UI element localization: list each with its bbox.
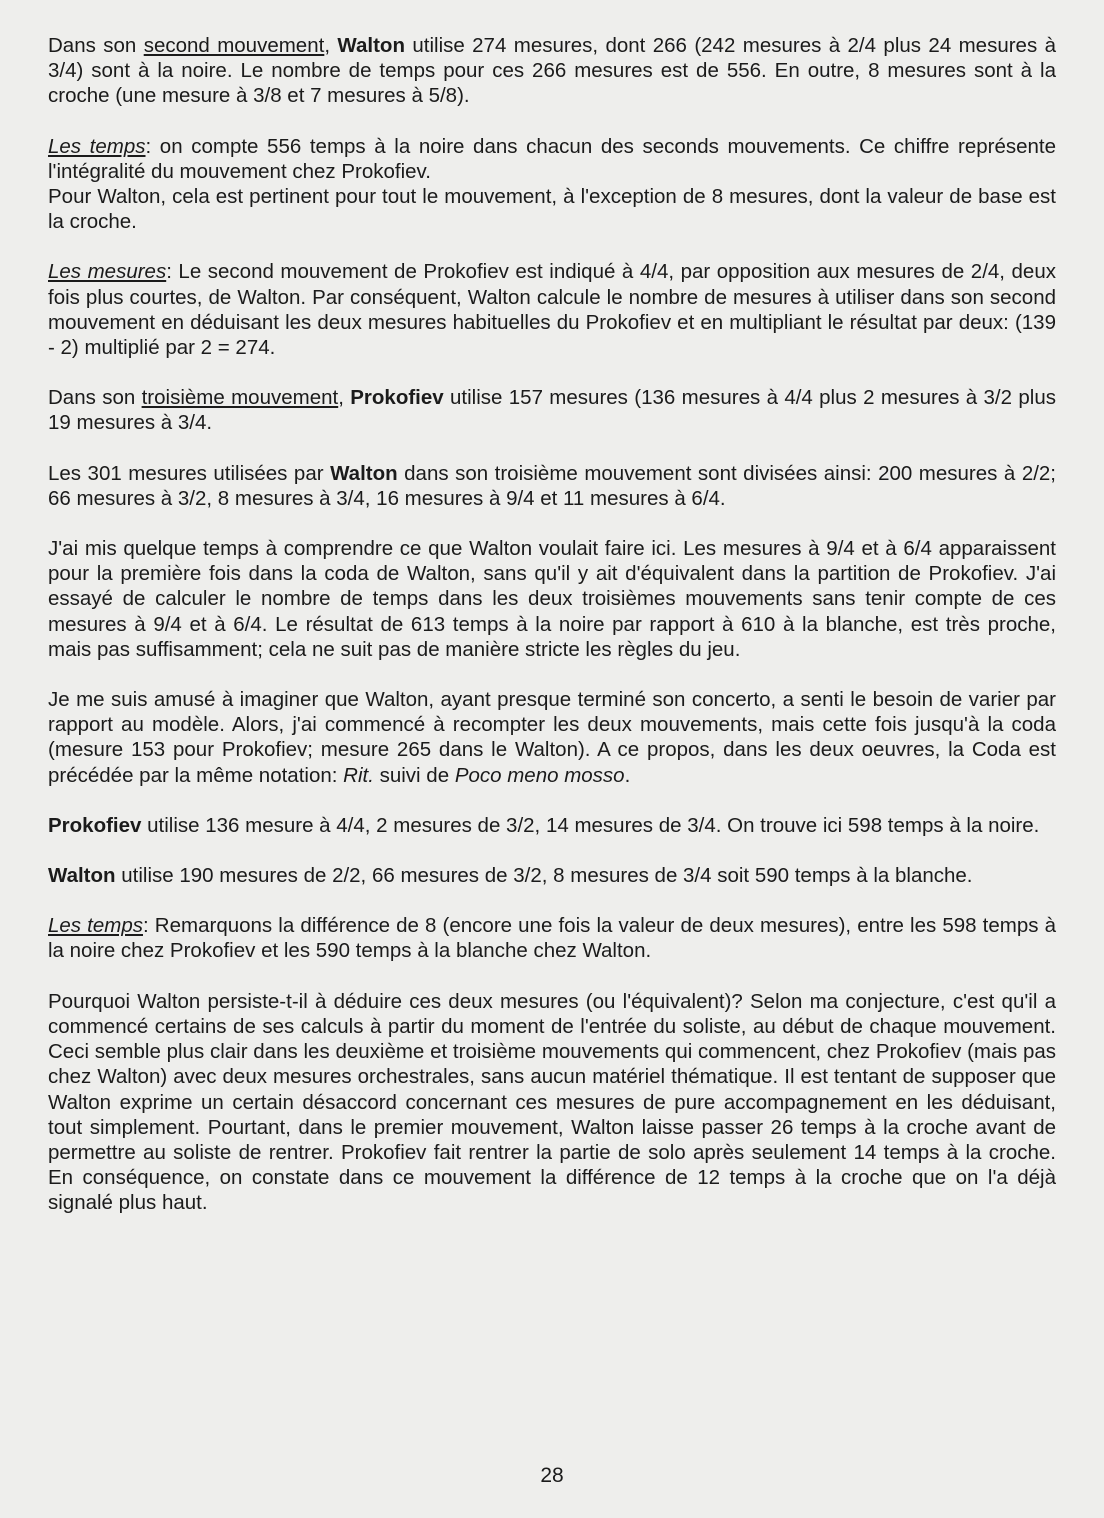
underlined-heading: second mouvement [143, 34, 325, 57]
composer-name: Prokofiev [350, 386, 444, 410]
section-term: Les mesures [48, 260, 167, 284]
paragraph-recount: Je me suis amusé à imaginer que Walton, ayant presque terminé son concerto, a senti le besoin de varier par rapport au modèle. Alors, j'ai commencé à recompter les deux mouvements, mais cette fois jusqu'à la coda (mesure 153 pour Prokofiev; mesure 265 dans le Walton). A ce propos, dans les deux oeuvres, la Coda est précédée par la même notation: Rit. suivi de Poco meno mosso. [48, 688, 1056, 787]
paragraph-les-temps-difference: Les temps: Remarquons la différence de 8 (encore une fois la valeur de deux mesures), entre les 598 temps à la noire chez Prokofiev et les 590 temps à la blanche chez Walton. [48, 914, 1057, 963]
page-number: 28 [540, 1464, 564, 1487]
paragraph-prokofiev-count: Prokofiev utilise 136 mesure à 4/4, 2 mesures de 3/2, 14 mesures de 3/4. On trouve ici 598 temps à la noire. [48, 813, 1040, 837]
composer-name: Walton [48, 864, 116, 888]
paragraph-second-movement: Dans son second mouvement, Walton utilise 274 mesures, dont 266 (242 mesures à 2/4 plus 24 mesures à 3/4) sont à la noire. Le nombre de temps pour ces 266 mesures est de 556. En outre, 8 mesures sont à la croche (une mesure à 3/8 et 7 mesures à 5/8). [48, 34, 1057, 108]
italic-term: Rit. [343, 763, 374, 787]
section-term: Les temps [48, 914, 143, 938]
section-term: Les temps [48, 134, 146, 158]
paragraph-coda-analysis: J'ai mis quelque temps à comprendre ce que Walton voulait faire ici. Les mesures à 9/4 et à 6/4 apparaissent pour la première fois dans la coda de Walton, sans qu'il y ait d'équivalent dans la partition de Prokofiev. J'ai essayé de calculer le nombre de temps dans les deux troisièmes mouvements sans tenir compte de ces mesures à 9/4 et à 6/4. Le résultat de 613 temps à la noire par rapport à 610 à la blanche, est très proche, mais pas suffisamment; cela ne suit pas de manière stricte les règles du jeu. [48, 537, 1056, 661]
paragraph-conjecture: Pourquoi Walton persiste-t-il à déduire ces deux mesures (ou l'équivalent)? Selon ma conjecture, c'est qu'il a commencé certains de ses calculs à partir du moment de l'entrée du soliste, au début de chaque mouvement. Ceci semble plus clair dans les deuxième et troisième mouvements qui commencent, chez Prokofiev (mais pas chez Walton) avec deux mesures orchestrales, sans aucun matériel thématique. Il est tentant de supposer que Walton exprime un certain désaccord concernant ces mesures de pure accompagnement en les déduisant, tout simplement. Pourtant, dans le premier mouvement, Walton laisse passer 26 temps à la croche avant de permettre au soliste de rentrer. Prokofiev fait rentrer la partie de solo après seulement 14 temps à la croche. En conséquence, on constate dans ce mouvement la différence de 12 temps à la croche que on l'a déjà signalé plus haut. [48, 989, 1056, 1215]
paragraph-walton-count: Walton utilise 190 mesures de 2/2, 66 mesures de 3/2, 8 mesures de 3/4 soit 590 temps à la blanche. [48, 864, 973, 888]
paragraph-third-movement-prokofiev: Dans son troisième mouvement, Prokofiev utilise 157 mesures (136 mesures à 4/4 plus 2 mesures à 3/2 plus 19 mesures à 3/4. [48, 386, 1056, 435]
paragraph-les-mesures: Les mesures: Le second mouvement de Prokofiev est indiqué à 4/4, par opposition aux mesures de 2/4, deux fois plus courtes, de Walton. Par conséquent, Walton calcule le nombre de mesures à utiliser dans son second mouvement en déduisant les deux mesures habituelles du Prokofiev et en multipliant le résultat par deux: (139 - 2) multiplié par 2 = 274. [48, 260, 1056, 360]
composer-name: Prokofiev [48, 813, 142, 837]
composer-name: Walton [330, 461, 398, 485]
paragraph-les-temps: Les temps: on compte 556 temps à la noire dans chacun des seconds mouvements. Ce chiffre représente l'intégralité du mouvement chez Prokofiev. Pour Walton, cela est pertinent pour tout le mouvement, à l'exception de 8 mesures, dont la valeur de base est la croche. [48, 134, 1057, 234]
italic-term: Poco meno mosso [454, 763, 625, 787]
composer-name: Walton [337, 34, 405, 57]
underlined-heading: troisième mouvement [141, 386, 339, 410]
paragraph-third-movement-walton: Les 301 mesures utilisées par Walton dans son troisième mouvement sont divisées ainsi: 200 mesures à 2/2; 66 mesures à 3/2, 8 mesures à 3/4, 16 mesures à 9/4 et 11 mesures à 6/4. [48, 461, 1057, 510]
